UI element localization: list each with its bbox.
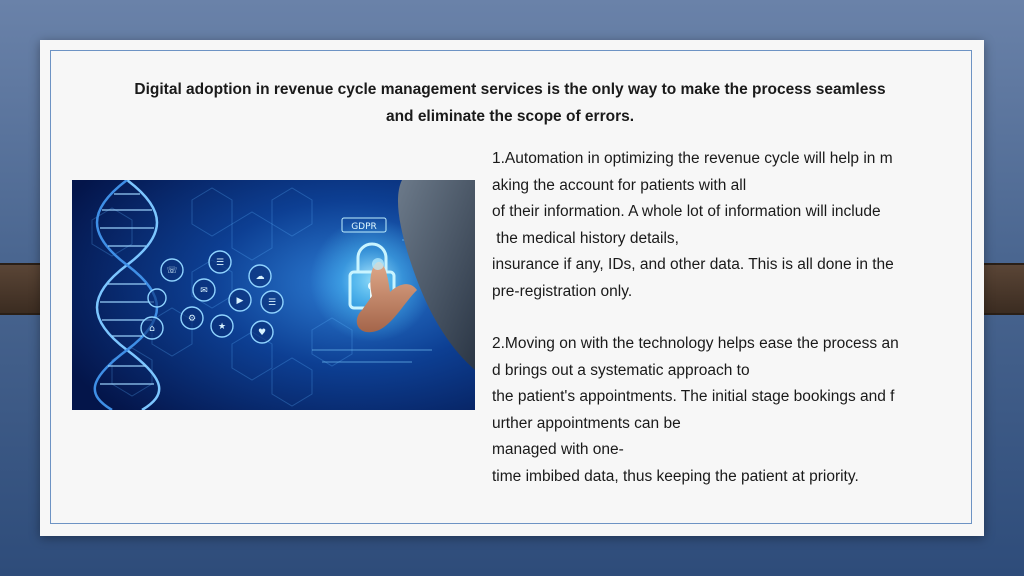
paragraph-2-line: 2.Moving on with the technology helps ease the process an — [492, 335, 899, 352]
paragraph-1-line: 1.Automation in optimizing the revenue cycle will help in m — [492, 150, 893, 167]
headline-line-2: and eliminate the scope of errors. — [385, 108, 635, 125]
svg-text:★: ★ — [217, 322, 227, 332]
svg-text:☰: ☰ — [267, 298, 277, 308]
headline — [100, 76, 920, 130]
paragraph-2-line: time imbibed data, thus keeping the patient at priority. — [492, 467, 859, 485]
paragraph-2-line: d brings out a systematic approach to — [492, 361, 750, 379]
paragraph-1-line: the medical history details, — [492, 229, 679, 247]
paragraph-1-line: pre-registration only. — [492, 282, 633, 300]
svg-text:▶: ▶ — [236, 296, 244, 306]
body-text-column — [492, 146, 970, 490]
svg-text:♥: ♥ — [257, 328, 267, 338]
svg-text:☰: ☰ — [215, 258, 225, 268]
paragraph-1-line: insurance if any, IDs, and other data. This is all done in the — [492, 256, 894, 273]
slide-card — [40, 40, 984, 536]
digital-health-illustration — [72, 180, 475, 410]
headline-line-1: Digital adoption in revenue cycle management services is the only way to make the process seamless — [134, 81, 886, 98]
paragraph-1-line: of their information. A whole lot of information will include — [492, 203, 881, 220]
svg-text:☁: ☁ — [255, 272, 265, 282]
paragraph-1-line: aking the account for patients with all — [492, 176, 747, 194]
gdpr-label: GDPR — [351, 222, 377, 232]
paragraph-2-line: the patient's appointments. The initial stage bookings and f — [492, 388, 895, 405]
svg-text:⌂: ⌂ — [149, 324, 155, 334]
svg-text:☏: ☏ — [166, 266, 178, 276]
svg-text:⚙: ⚙ — [187, 314, 197, 324]
paragraph-2-line: managed with one- — [492, 441, 624, 458]
svg-text:✉: ✉ — [200, 286, 208, 296]
paragraph-technology — [492, 331, 970, 490]
paragraph-automation — [492, 146, 970, 305]
paragraph-2-line: urther appointments can be — [492, 414, 681, 432]
digital-health-image — [72, 180, 475, 410]
